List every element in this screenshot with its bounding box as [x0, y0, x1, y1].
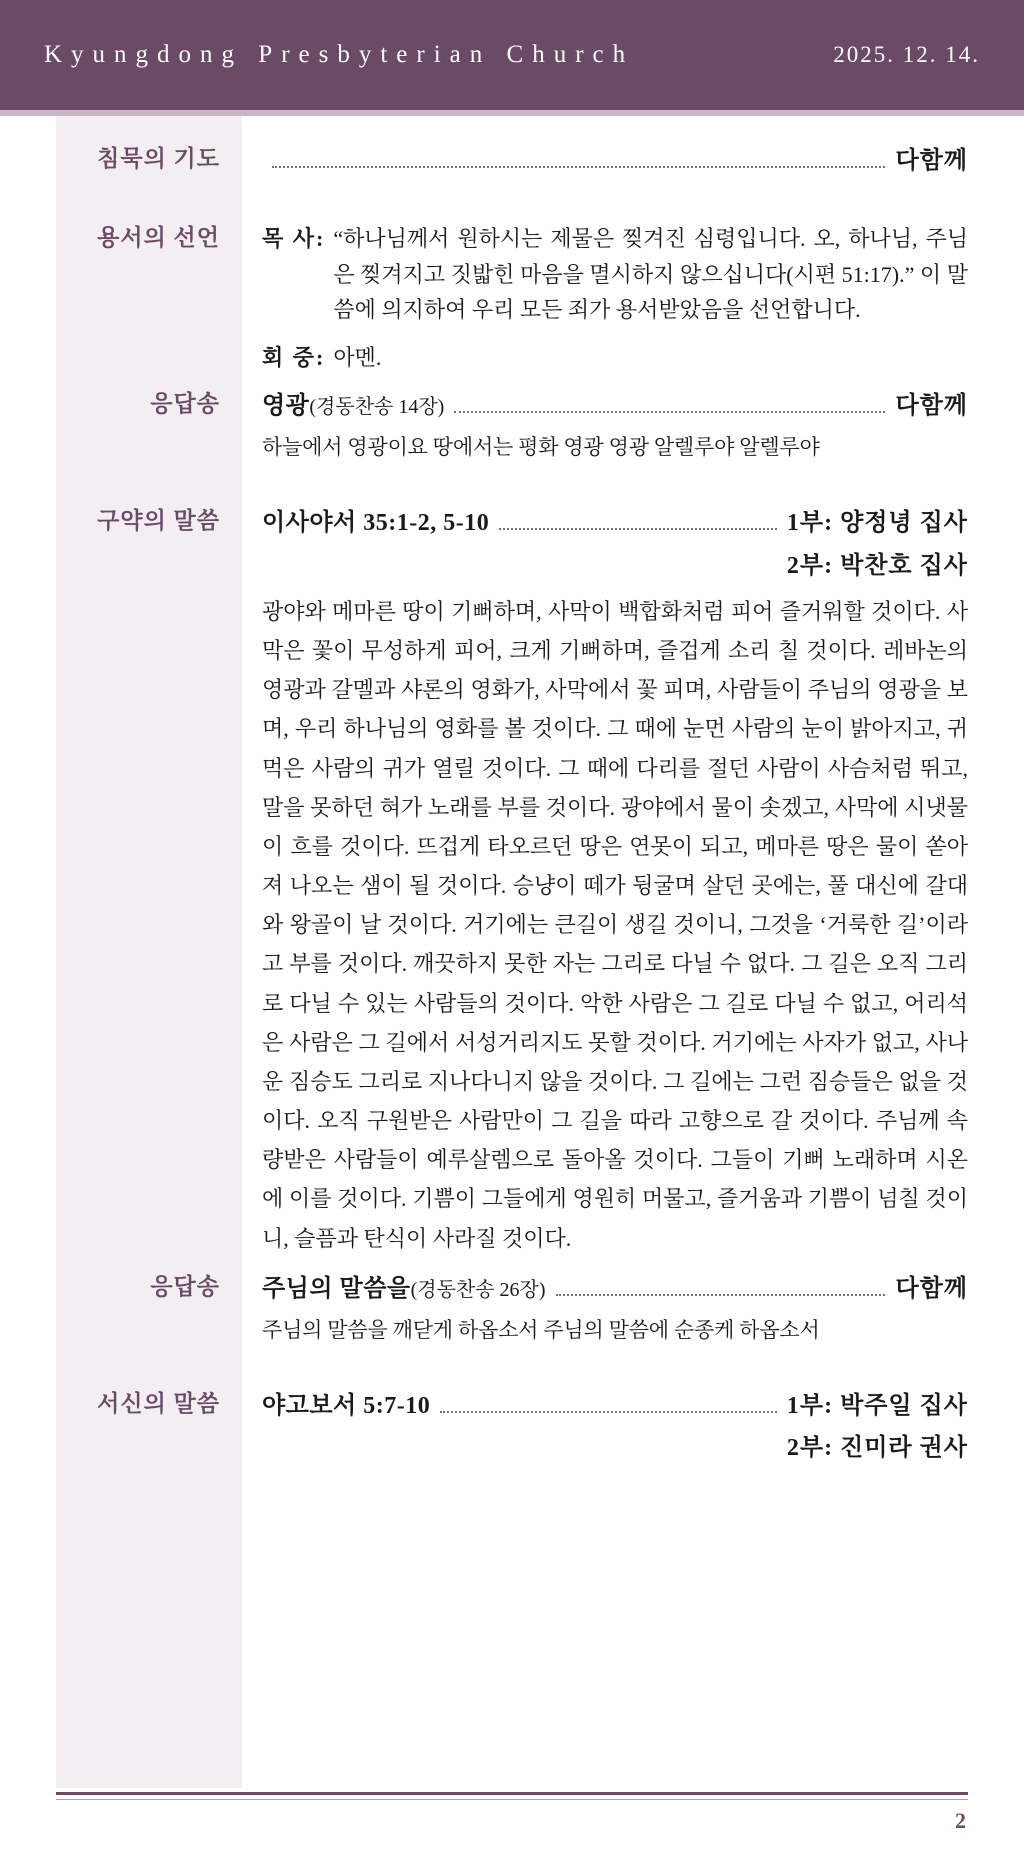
section-body-old-testament: [242, 504, 968, 1257]
old-testament-reader-2: 2부: 박찬호 집사: [786, 553, 968, 580]
section-label-epistle: 서신의 말씀: [97, 1390, 220, 1416]
pastor-role-label: 목 사:: [262, 225, 326, 251]
epistle-reference: 야고보서 5:7-10: [262, 1392, 431, 1419]
leader-line-silent-prayer: [262, 142, 968, 181]
section-old-testament: [56, 504, 968, 1257]
bulletin-date: 2025. 12. 14.: [833, 42, 980, 67]
section-body-response-song-2: [242, 1270, 968, 1347]
response-song-1-name: 영광: [262, 393, 310, 420]
response-song-1-lyrics: 하늘에서 영광이요 땅에서는 평화 영광 영광 알렐루야 알렐루야: [262, 435, 820, 460]
footer-divider-thin: [56, 1799, 968, 1800]
section-epistle: [56, 1387, 968, 1469]
response-song-2-name: 주님의 말씀을: [262, 1275, 411, 1302]
leader-line-old-testament: [262, 504, 968, 543]
section-label-old-testament: 구약의 말씀: [97, 508, 220, 534]
order-of-worship: [56, 116, 968, 1468]
dot-leader: [556, 1293, 886, 1296]
response-song-1-title: [262, 387, 444, 426]
old-testament-reference: 이사야서 35:1-2, 5-10: [262, 510, 490, 537]
section-label-silent-prayer: 침묵의 기도: [97, 146, 220, 171]
leader-line-epistle: [262, 1387, 968, 1426]
section-body-silent-prayer: [242, 142, 968, 181]
page-number: 2: [955, 1808, 966, 1833]
header-content: [0, 0, 1024, 110]
church-name: Kyungdong Presbyterian Church: [44, 41, 635, 68]
dot-leader: [499, 527, 777, 530]
section-silent-prayer: [56, 142, 968, 181]
page-header: [0, 0, 1024, 110]
section-label-response-song-2: 응답송: [150, 1273, 220, 1299]
section-response-song-2: [56, 1270, 968, 1347]
leader-line-response-song-2: [262, 1270, 968, 1309]
page-body: [0, 116, 1024, 1850]
old-testament-reader-1: 1부: 양정녕 집사: [786, 510, 968, 537]
epistle-reader-1: 1부: 박주일 집사: [786, 1392, 968, 1419]
response-song-1-note: (경동찬송 14장): [309, 396, 445, 419]
response-song-2-title: [262, 1270, 546, 1309]
pastor-statement: “하나님께서 원하시는 제물은 찢겨진 심령입니다. 오, 하나님, 주님은 찢겨지고 짓밟힌 마음을 멸시하지 않으십니다(시편 51:17).” 이 말씀에 의지하여 우리 모든 죄가 용서받았음을 선언합니다.: [333, 225, 968, 323]
dot-leader: [272, 165, 885, 168]
response-song-2-note: (경동찬송 26장): [410, 1278, 546, 1301]
congregation-role-label: 회 중:: [262, 344, 326, 370]
footer-divider-thick: [56, 1792, 968, 1795]
dot-leader: [454, 410, 885, 413]
response-song-2-lyrics: 주님의 말씀을 깨닫게 하옵소서 주님의 말씀에 순종케 하옵소서: [262, 1317, 820, 1342]
section-body-epistle: [242, 1387, 968, 1469]
section-response-song-1: [56, 387, 968, 464]
response-song-1-by: 다함께: [895, 393, 968, 420]
section-declaration-of-forgiveness: [56, 221, 968, 376]
old-testament-text: 광야와 메마른 땅이 기뻐하며, 사막이 백합화처럼 피어 즐거워할 것이다. 사막은 꽃이 무성하게 피어, 크게 기뻐하며, 즐겁게 소리 칠 것이다. 레바논의 영광과 갈멜과 샤론의 영화가, 사막에서 꽃 피며, 사람들이 주님의 영광을 보며, 우리 하나님의 영화를 볼 것이다. 그 때에 눈먼 사람의 눈이 밝아지고, 귀먹은 사람의 귀가 열릴 것이다. 그 때에 다리를 절던 사람이 사슴처럼 뛰고, 말을 못하던 혀가 노래를 부를 것이다. 광야에서 물이 솟겠고, 사막에 시냇물이 흐를 것이다. 뜨겁게 타오르던 땅은 연못이 되고, 메마른 땅은 물이 쏟아져 나오는 샘이 될 것이다. 승냥이 떼가 뒹굴며 살던 곳에는, 풀 대신에 갈대와 왕골이 날 것이다. 거기에는 큰길이 생길 것이니, 그것을 ‘거룩한 길’이라고 부를 것이다. 깨끗하지 못한 자는 그리로 다닐 수 없다. 그 길은 오직 그리로 다닐 수 있는 사람들의 것이다. 악한 사람은 그 길로 다닐 수 없고, 어리석은 사람은 그 길에서 서성거리지도 못할 것이다. 거기에는 사자가 없고, 사나운 짐승도 그리로 지나다니지 않을 것이다. 그 길에는 그런 짐승들은 없을 것이다. 오직 구원받은 사람만이 그 길을 따라 고향으로 갈 것이다. 주님께 속량받은 사람들이 예루살렘으로 돌아올 것이다. 그들이 기뻐 노래하며 시온에 이를 것이다. 기쁨이 그들에게 영원히 머물고, 즐거움과 기쁨이 넘칠 것이니, 슬픔과 탄식이 사라질 것이다.: [262, 599, 968, 1251]
response-song-2-by: 다함께: [895, 1275, 968, 1302]
pastor-line: [262, 221, 968, 328]
dot-leader: [440, 1410, 777, 1413]
section-body-response-song-1: [242, 387, 968, 464]
section-label-response-song-1: 응답송: [150, 391, 220, 417]
epistle-reader-2: 2부: 진미라 권사: [786, 1435, 968, 1462]
silent-prayer-by: 다함께: [895, 148, 968, 174]
section-body-declaration: [242, 221, 968, 376]
congregation-response: 아멘.: [333, 344, 382, 370]
leader-line-response-song-1: [262, 387, 968, 426]
section-label-declaration: 용서의 선언: [97, 224, 220, 250]
congregation-line: [262, 340, 968, 376]
